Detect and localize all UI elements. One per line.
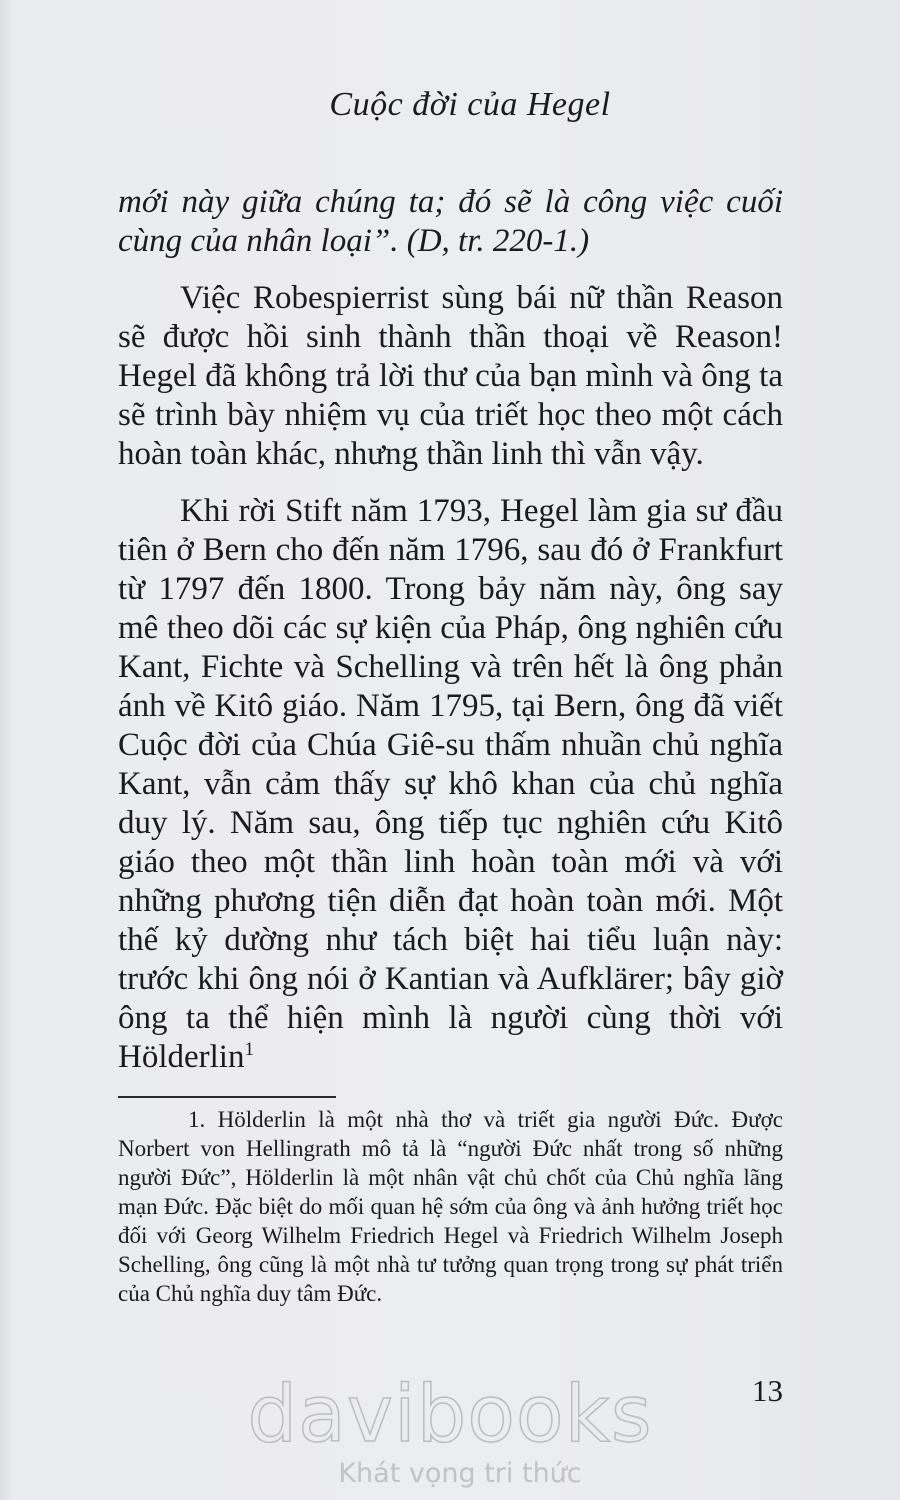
watermark-brand: davibooks xyxy=(247,1370,653,1460)
watermark-slogan: Khát vọng tri thức xyxy=(338,1458,582,1489)
paragraph-2-text: Khi rời Stift năm 1793, Hegel làm gia sư đầu tiên ở Bern cho đến năm 1796, sau đó ở Frankfurt từ 1797 đến 1800. Trong bảy năm này, ông say mê theo dõi các sự kiện của Pháp, ông nghiên cứu Kant, Fichte và Schelling và trên hết là ông phản ánh về Kitô giáo. Năm 1795, tại Bern, ông đã viết Cuộc đời của Chúa Giê-su thấm nhuần chủ nghĩa Kant, vẫn cảm thấy sự khô khan của chủ nghĩa duy lý. Năm sau, ông tiếp tục nghiên cứu Kitô giáo theo một thần linh hoàn toàn mới và với những phương tiện diễn đạt hoàn toàn mới. Một thế kỷ dường như tách biệt hai tiểu luận này: trước khi ông nói ở Kantian và Aufklärer; bây giờ ông ta thể hiện mình là người cùng thời với Hölderlin xyxy=(118,493,783,1075)
paragraph-1: Việc Robespierrist sùng bái nữ thần Reason sẽ được hồi sinh thành thần thoại về Reason! Hegel đã không trả lời thư của bạn mình và ông ta sẽ trình bày nhiệm vụ của triết học theo một cách hoàn toàn khác, nhưng thần linh thì vẫn vậy. xyxy=(118,280,783,472)
running-header: Cuộc đời của Hegel xyxy=(329,86,611,123)
body-text xyxy=(118,183,783,1095)
footnote-text: 1. Hölderlin là một nhà thơ và triết gia người Đức. Được Norbert von Hellingrath mô tả là “người Đức nhất trong số những người Đức”, Hölderlin là một nhân vật chủ chốt của Chủ nghĩa lãng mạn Đức. Đặc biệt do mối quan hệ sớm của ông và ảnh hưởng triết học đối với Georg Wilhelm Friedrich Hegel và Friedrich Wilhelm Joseph Schelling, ông cũng là một nhà tư tưởng quan trọng trong sự phát triển của Chủ nghĩa duy tâm Đức. xyxy=(118,1107,783,1306)
footnote xyxy=(118,1105,783,1308)
quote-continuation: mới này giữa chúng ta; đó sẽ là công việc cuối cùng của nhân loại”. (D, tr. 220-1.) xyxy=(118,184,783,259)
paragraph-2 xyxy=(118,492,783,1077)
footnote-marker[interactable]: 1 xyxy=(244,1039,254,1060)
footnote-divider xyxy=(118,1096,336,1098)
page-number: 13 xyxy=(752,1373,783,1408)
